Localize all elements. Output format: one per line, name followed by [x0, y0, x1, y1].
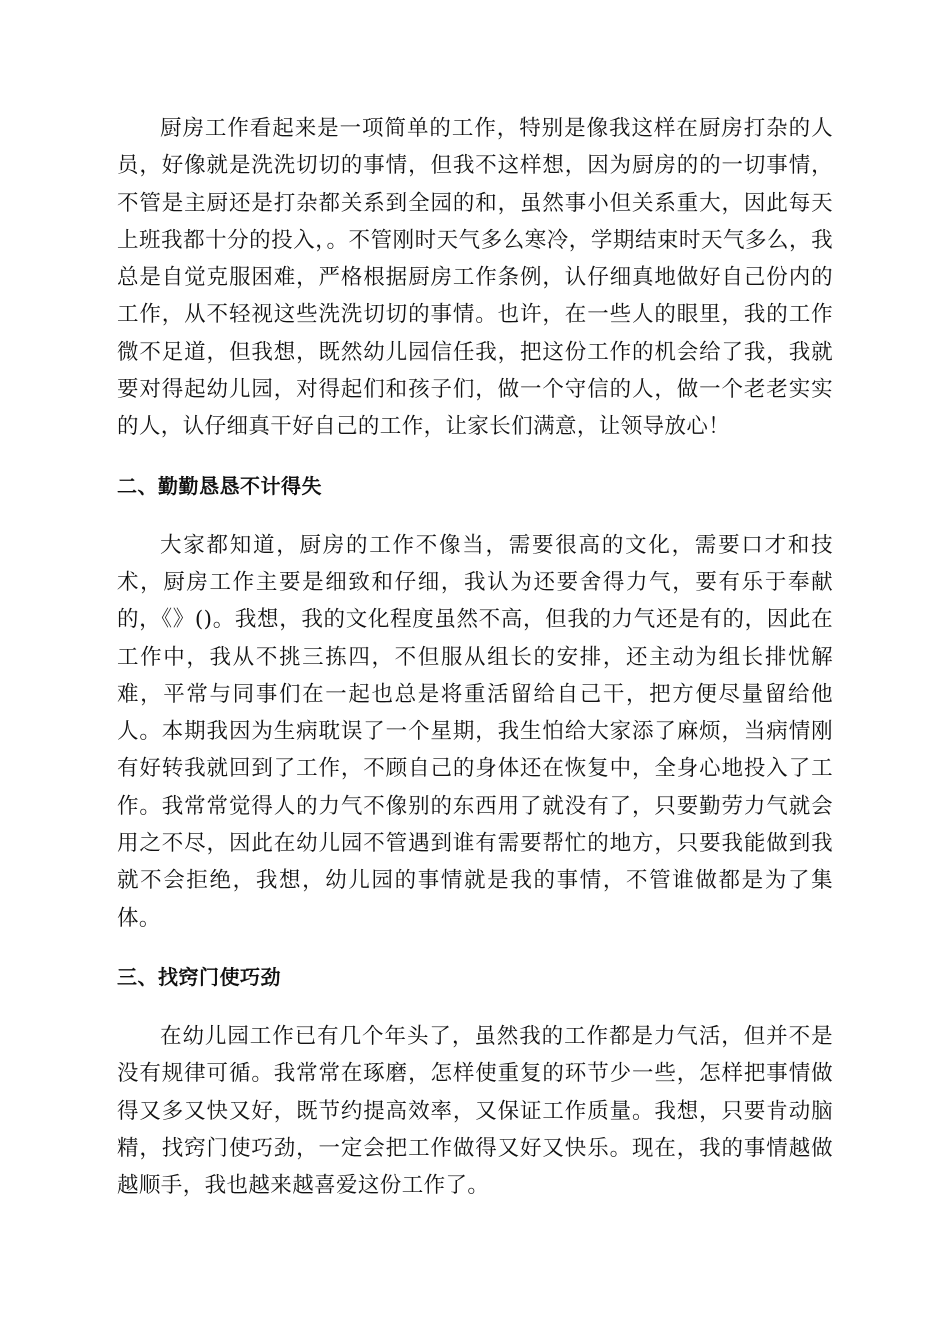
paragraph-kitchen-work: 厨房工作看起来是一项简单的工作，特别是像我这样在厨房打杂的人员，好像就是洗洗切切的事情，但我不这样想，因为厨房的的一切事情，不管是主厨还是打杂都关系到全园的和，虽然事小但关系重大，因此每天上班我都十分的投入，。不管刚时天气多么寒冷，学期结束时天气多么，我总是自觉克服困难，严格根据厨房工作条例，认仔细真地做好自己份内的工作，从不轻视这些洗洗切切的事情。也许，在一些人的眼里，我的工作微不足道，但我想，既然幼儿园信任我，把这份工作的机会给了我，我就要对得起幼儿园，对得起们和孩子们，做一个守信的人，做一个老老实实的人，认仔细真干好自己的工作，让家长们满意，让领导放心！ — [117, 116, 833, 440]
section-heading-diligence: 二、勤勤恳恳不计得失 — [117, 473, 322, 498]
section-heading-tips: 三、找窍门使巧劲 — [117, 964, 281, 989]
paragraph-diligence: 大家都知道，厨房的工作不像当，需要很高的文化，需要口才和技术，厨房工作主要是细致和仔细，我认为还要舍得力气，要有乐于奉献的，《》()。我想，我的文化程度虽然不高，但我的力气还是有的，因此在工作中，我从不挑三拣四，不但服从组长的安排，还主动为组长排忧解难，平常与同事们在一起也总是将重活留给自己干，把方便尽量留给他人。本期我因为生病耽误了一个星期，我生怕给大家添了麻烦，当病情刚有好转我就回到了工作，不顾自己的身体还在恢复中，全身心地投入了工作。我常常觉得人的力气不像别的东西用了就没有了，只要勤劳力气就会用之不尽，因此在幼儿园不管遇到谁有需要帮忙的地方，只要我能做到我就不会拒绝，我想，幼儿园的事情就是我的事情，不管谁做都是为了集体。 — [117, 532, 833, 931]
document-page — [117, 110, 833, 1204]
paragraph-tips: 在幼儿园工作已有几个年头了，虽然我的工作都是力气活，但并不是没有规律可循。我常常在琢磨，怎样使重复的环节少一些，怎样把事情做得又多又快又好，既节约提高效率，又保证工作质量。我想，只要肯动脑精，找窍门使巧劲，一定会把工作做得又好又快乐。现在，我的事情越做越顺手，我也越来越喜爱这份工作了。 — [117, 1023, 833, 1199]
